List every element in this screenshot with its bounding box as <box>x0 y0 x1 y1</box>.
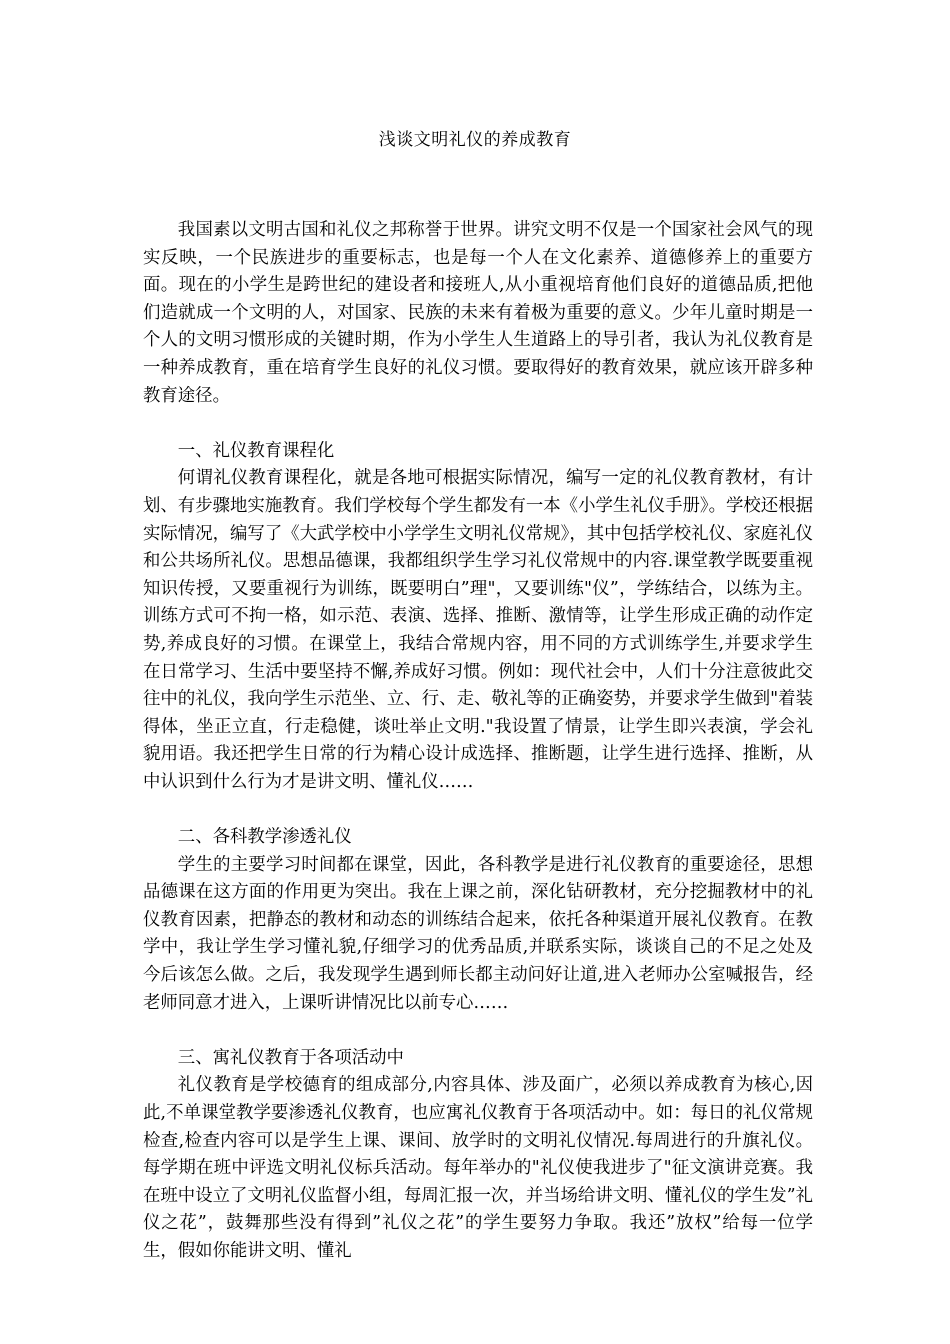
document-body <box>143 217 813 1266</box>
section-paragraph-1: 何谓礼仪教育课程化，就是各地可根据实际情况，编写一定的礼仪教育教材，有计划、有步骤地实施教育。我们学校每个学生都发有一本《小学生礼仪手册》。学校还根据实际情况，编写了《大武学校中小学学生文明礼仪常规》，其中包括学校礼仪、家庭礼仪和公共场所礼仪。思想品德课，我都组织学生学习礼仪常规中的内容.课堂教学既要重视知识传授，又要重视行为训练，既要明白”理"，又要训练"仪”，学练结合，以练为主。训练方式可不拘一格，如示范、表演、选择、推断、激情等，让学生形成正确的动作定势,养成良好的习惯。在课堂上，我结合常规内容，用不同的方式训练学生,并要求学生在日常学习、生活中要坚持不懈,养成好习惯。例如：现代社会中，人们十分注意彼此交往中的礼仪，我向学生示范坐、立、行、走、敬礼等的正确姿势，并要求学生做到"着装得体，坐正立直，行走稳健，谈吐举止文明."我设置了情景，让学生即兴表演，学会礼貌用语。我还把学生日常的行为精心设计成选择、推断题，让学生进行选择、推断，从中认识到什么行为才是讲文明、懂礼仪…… <box>143 468 813 792</box>
intro-paragraph: 我国素以文明古国和礼仪之邦称誉于世界。讲究文明不仅是一个国家社会风气的现实反映，一个民族进步的重要标志，也是每一个人在文化素养、道德修养上的重要方面。现在的小学生是跨世纪的建设者和接班人,从小重视培育他们良好的道德品质,把他们造就成一个文明的人，对国家、民族的未来有着极为重要的意义。少年儿童时期是一个人的文明习惯形成的关键时期，作为小学生人生道路上的导引者，我认为礼仪教育是一种养成教育，重在培育学生良好的礼仪习惯。要取得好的教育效果，就应该开辟多种教育途径。 <box>143 220 813 406</box>
document-title: 浅谈文明礼仪的养成教育 <box>378 130 572 150</box>
section-paragraph-2: 学生的主要学习时间都在课堂，因此，各科教学是进行礼仪教育的重要途径，思想品德课在这方面的作用更为突出。我在上课之前，深化钻研教材，充分挖掘教材中的礼仪教育因素，把静态的教材和动态的训练结合起来，依托各种渠道开展礼仪教育。在教学中，我让学生学习懂礼貌,仔细学习的优秀品质,并联系实际，谈谈自己的不足之处及今后该怎么做。之后，我发现学生遇到师长都主动问好让道,进入老师办公室喊报告，经老师同意才进入，上课听讲情况比以前专心…… <box>143 854 813 1013</box>
section-heading-1: 一、礼仪教育课程化 <box>177 440 335 461</box>
section-heading-3: 三、寓礼仪教育于各项活动中 <box>177 1047 404 1068</box>
section-heading-2: 二、各科教学渗透礼仪 <box>177 827 352 848</box>
section-paragraph-3: 礼仪教育是学校德育的组成部分,内容具体、涉及面广，必须以养成教育为核心,因此,不单课堂教学要渗透礼仪教育，也应寓礼仪教育于各项活动中。如：每日的礼仪常规检查,检查内容可以是学生上课、课间、放学时的文明礼仪情况.每周进行的升旗礼仪。每学期在班中评选文明礼仪标兵活动。每年举办的"礼仪使我进步了"征文演讲竞赛。我在班中设立了文明礼仪监督小组，每周汇报一次，并当场给讲文明、懂礼仪的学生发”礼仪之花”，鼓舞那些没有得到”礼仪之花”的学生要努力争取。我还”放权”给每一位学生，假如你能讲文明、懂礼 <box>143 1075 813 1261</box>
